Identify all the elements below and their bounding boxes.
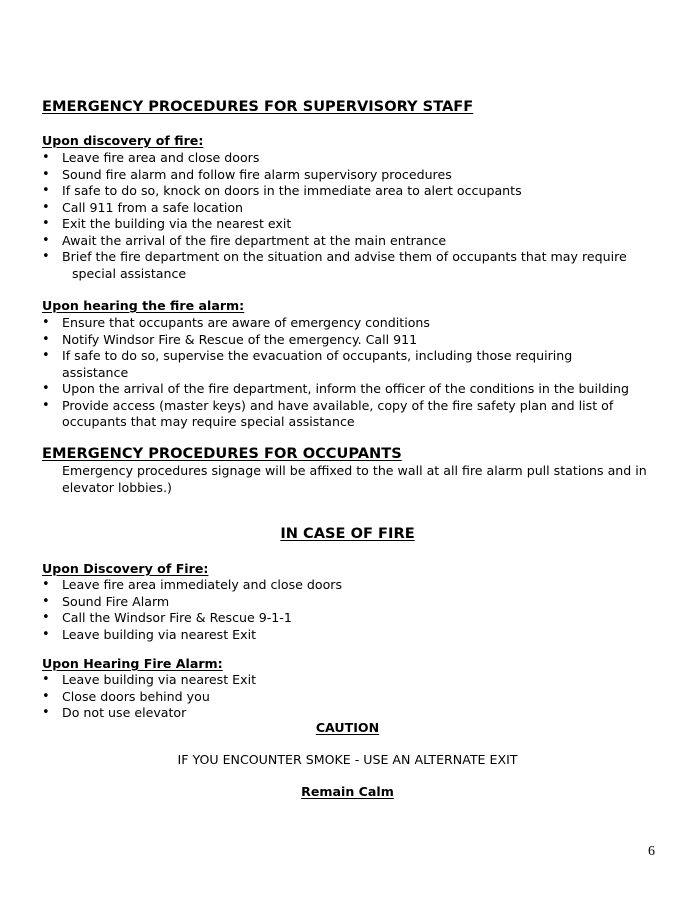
list-item-line: • Brief the fire department on the situation and advise them of occupants that may require — [62, 249, 627, 264]
remain-calm-label: Remain Calm — [301, 784, 394, 799]
list-item: • Await the arrival of the fire department at the main entrance — [42, 233, 642, 250]
list-item: • Close doors behind you — [42, 689, 642, 706]
in-case-alarm-list — [42, 672, 642, 722]
occupants-heading: EMERGENCY PROCEDURES FOR OCCUPANTS — [42, 445, 402, 462]
supervisory-alarm-list — [42, 315, 642, 431]
list-item: • Notify Windsor Fire & Rescue of the emergency. Call 911 — [42, 332, 642, 349]
list-item: • Leave fire area and close doors — [42, 150, 642, 167]
list-item: • Leave building via nearest Exit — [42, 627, 642, 644]
list-item: • If safe to do so, supervise the evacuation of occupants, including those requiring assistance — [42, 348, 642, 381]
supervisory-discovery-list — [42, 150, 642, 282]
page-number: 6 — [648, 844, 655, 859]
caution-label: CAUTION — [315, 720, 380, 735]
in-case-alarm-title: Upon Hearing Fire Alarm: — [42, 656, 223, 671]
list-item: • Sound fire alarm and follow fire alarm supervisory procedures — [42, 167, 642, 184]
list-item: • Do not use elevator — [42, 705, 642, 722]
supervisory-heading: EMERGENCY PROCEDURES FOR SUPERVISORY STAFF — [42, 98, 474, 115]
supervisory-discovery-title: Upon discovery of fire: — [42, 133, 204, 148]
list-item: • Ensure that occupants are aware of emergency conditions — [42, 315, 642, 332]
list-item: • Upon the arrival of the fire department, inform the officer of the conditions in the building — [42, 381, 642, 398]
list-item: • Provide access (master keys) and have available, copy of the fire safety plan and list of occupants that may require special assistance — [42, 398, 622, 431]
occupants-note: Emergency procedures signage will be affixed to the wall at all fire alarm pull stations and in elevator lobbies.) — [62, 463, 647, 495]
list-item: • Leave building via nearest Exit — [42, 672, 642, 689]
list-item: • Call the Windsor Fire & Rescue 9-1-1 — [42, 610, 642, 627]
supervisory-alarm-title: Upon hearing the fire alarm: — [42, 298, 245, 313]
list-item — [42, 249, 642, 282]
in-case-discovery-list — [42, 577, 642, 643]
list-item-line: special assistance — [72, 265, 187, 281]
in-case-discovery-title: Upon Discovery of Fire: — [42, 561, 209, 576]
smoke-warning: IF YOU ENCOUNTER SMOKE - USE AN ALTERNATE EXIT — [177, 752, 518, 767]
list-item: • If safe to do so, knock on doors in the immediate area to alert occupants — [42, 183, 642, 200]
list-item: • Leave fire area immediately and close doors — [42, 577, 642, 594]
list-item: • Sound Fire Alarm — [42, 594, 642, 611]
in-case-heading: IN CASE OF FIRE — [280, 525, 415, 542]
list-item: • Call 911 from a safe location — [42, 200, 642, 217]
list-item: • Exit the building via the nearest exit — [42, 216, 642, 233]
